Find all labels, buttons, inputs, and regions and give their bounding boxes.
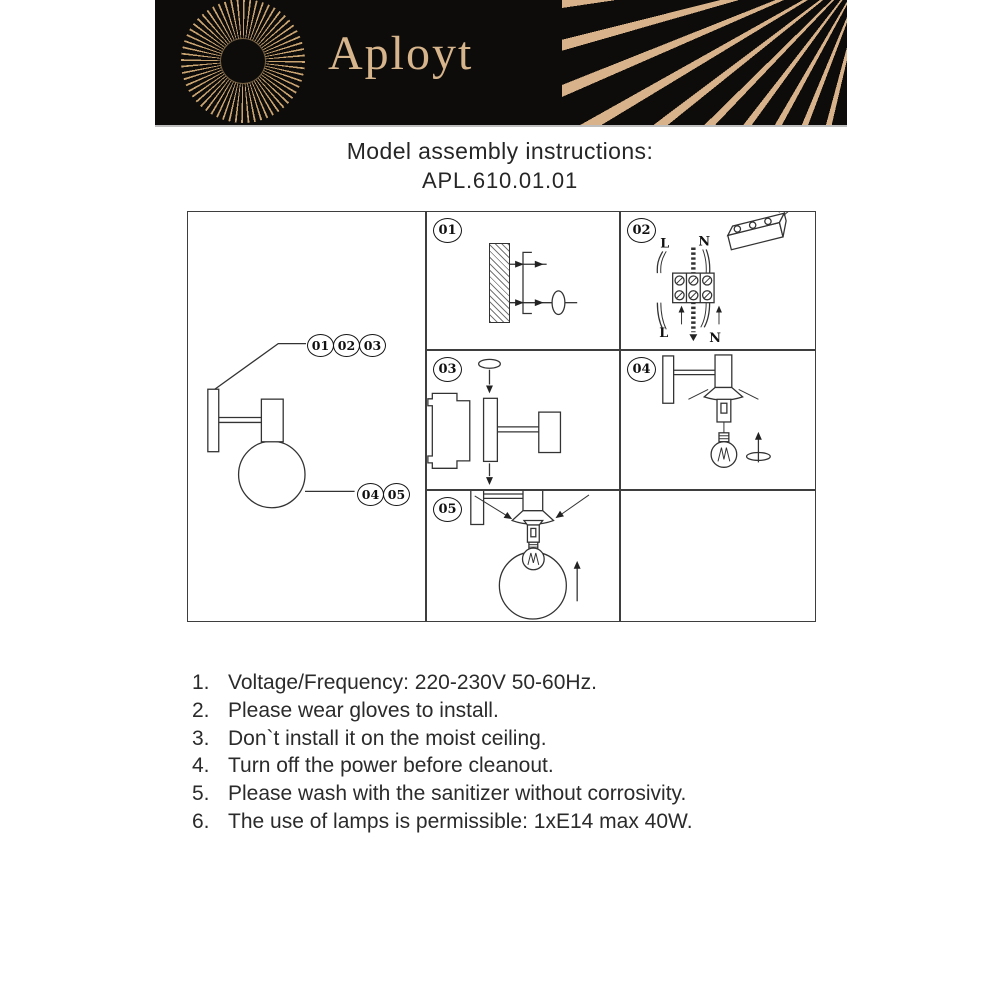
empty-panel <box>620 490 816 622</box>
step-panel-04 <box>620 350 816 490</box>
bulb-cap <box>719 433 729 442</box>
step-badge-05: 05 <box>433 497 462 522</box>
callout-05: 05 <box>383 483 410 506</box>
list-number: 6. <box>192 809 210 833</box>
socket-collar <box>524 521 543 525</box>
push-arrow-right <box>556 511 564 518</box>
list-number: 3. <box>192 726 210 750</box>
list-text: Don`t install it on the moist ceiling. <box>228 726 547 750</box>
screw-arrow <box>535 299 544 306</box>
wall-sconce-drawing <box>188 212 425 621</box>
assembly-diagram <box>187 211 816 622</box>
list-number: 5. <box>192 782 210 806</box>
lamp-holder <box>539 412 561 452</box>
turn-gesture <box>552 291 565 315</box>
step-panel-05 <box>426 490 620 622</box>
light-bulb <box>523 548 545 570</box>
callout-01: 01 <box>307 334 334 357</box>
backplate <box>484 398 498 461</box>
step-panel-01 <box>426 211 620 350</box>
up-arrow <box>679 306 685 313</box>
step-badge-03: 03 <box>433 357 462 382</box>
list-item <box>192 697 693 725</box>
live-label-top: L <box>660 236 670 252</box>
list-item <box>192 752 693 780</box>
live-label-bottom: L <box>659 326 669 342</box>
callout-04: 04 <box>357 483 384 506</box>
list-text: Turn off the power before cleanout. <box>228 754 554 778</box>
neutral-label-bottom: N <box>709 331 721 347</box>
up-arrow <box>716 306 722 313</box>
step-panel-03 <box>426 350 620 490</box>
neutral-wire <box>703 249 707 273</box>
lamp-cylinder <box>523 491 543 511</box>
lamp-socket <box>527 525 539 542</box>
callout-02: 02 <box>333 334 360 357</box>
list-number: 2. <box>192 698 210 722</box>
page-title: Model assembly instructions: <box>346 138 654 164</box>
list-item <box>192 780 693 808</box>
mounting-bracket-side <box>428 393 470 468</box>
sunburst-center <box>220 38 266 84</box>
callout-03: 03 <box>359 334 386 357</box>
light-bulb <box>711 442 737 468</box>
list-item <box>192 669 693 697</box>
list-text: Please wash with the sanitizer without corrosivity. <box>228 782 687 806</box>
mounting-bracket <box>523 252 532 313</box>
step-badge-02: 02 <box>627 218 656 243</box>
list-number: 1. <box>192 671 210 694</box>
turn-gesture <box>479 359 501 368</box>
list-text: The use of lamps is permissible: 1xE14 max 40W. <box>228 809 693 833</box>
list-item <box>192 808 693 836</box>
wall-plate <box>471 491 484 524</box>
lamp-cylinder <box>261 399 283 442</box>
down-arrow <box>486 386 493 394</box>
screw-arrow <box>535 261 544 268</box>
instructions-list <box>192 669 693 836</box>
corner-rays-icon <box>562 0 847 125</box>
push-arrow-left <box>504 512 513 519</box>
wall-plate <box>208 389 219 451</box>
down-arrow <box>486 477 493 485</box>
step-panel-02 <box>620 211 816 350</box>
neutral-label-top: N <box>698 234 711 250</box>
glass-sphere <box>239 441 305 507</box>
earth-arrow <box>689 334 697 341</box>
lamp-cylinder <box>715 355 732 388</box>
up-arrow <box>755 432 762 440</box>
list-text: Please wear gloves to install. <box>228 698 499 722</box>
brand-banner <box>155 0 847 125</box>
step-badge-01: 01 <box>433 218 462 243</box>
model-number: APL.610.01.01 <box>422 168 578 193</box>
up-arrow <box>574 561 581 569</box>
push-arrow-right <box>559 495 589 516</box>
step-badge-04: 04 <box>627 357 656 382</box>
list-item <box>192 725 693 753</box>
title-block <box>0 138 1000 194</box>
lamp-shade <box>704 387 742 400</box>
leader-line-top <box>215 344 306 390</box>
list-text: Voltage/Frequency: 220-230V 50-60Hz. <box>228 671 597 694</box>
overview-panel <box>187 211 426 622</box>
list-number: 4. <box>192 754 210 778</box>
wall-plate <box>663 356 674 403</box>
connector-3d <box>724 212 803 250</box>
brand-name: Aployt <box>328 27 474 80</box>
sunburst-logo-icon <box>181 0 305 123</box>
